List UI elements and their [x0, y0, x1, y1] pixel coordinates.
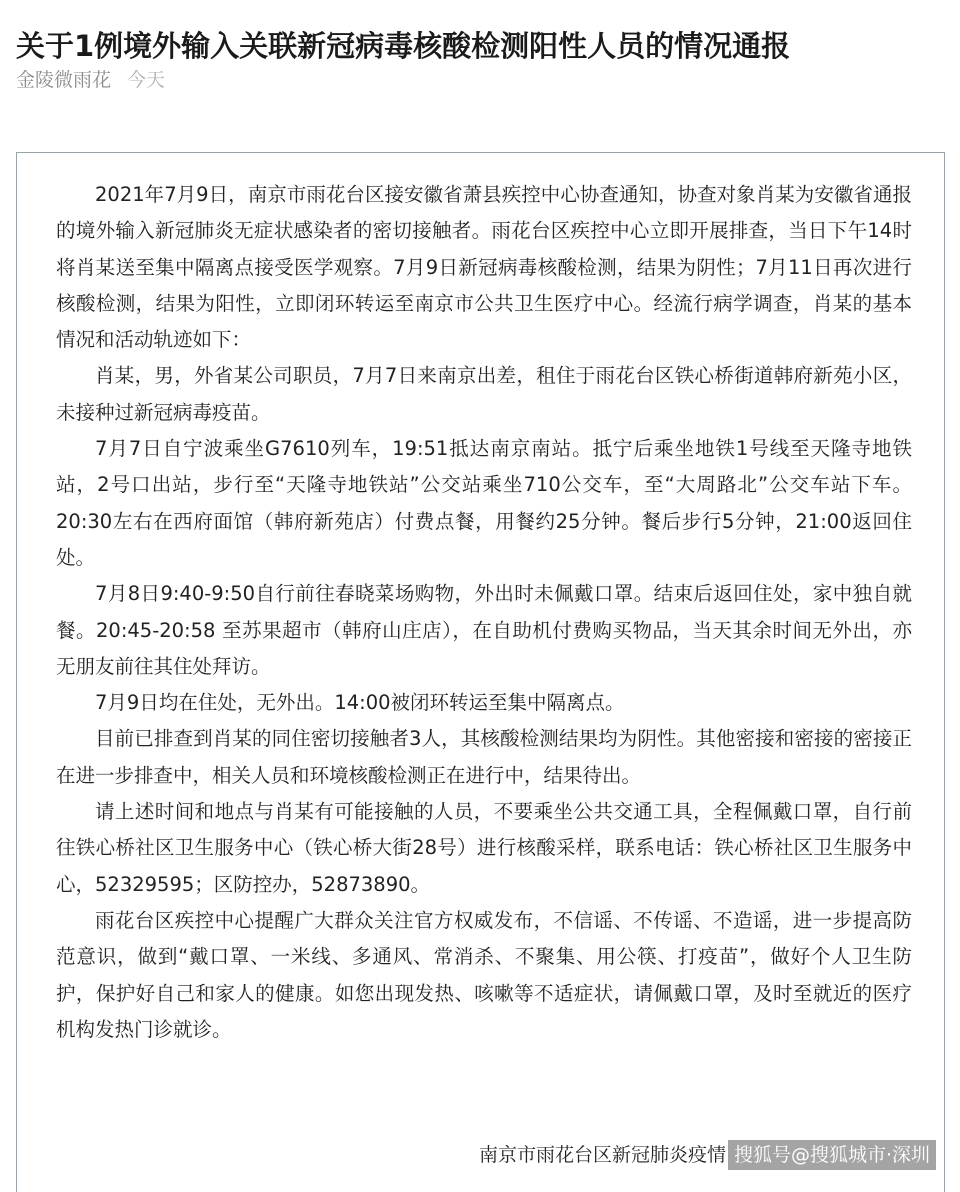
- notice-paragraph: 请上述时间和地点与肖某有可能接触的人员，不要乘坐公共交通工具，全程佩戴口罩，自行前往铁心桥社区卫生服务中心（铁心桥大街28号）进行核酸采样，联系电话：铁心桥社区卫生服务中心，52329595；区防控办，52873890。: [56, 800, 912, 896]
- notice-paragraph: 雨花台区疾控中心提醒广大群众关注官方权威发布，不信谣、不传谣、不造谣，进一步提高防范意识，做到“戴口罩、一米线、多通风、常消杀、不聚集、用公筷、打疫苗”，做好个人卫生防护，保护好自己和家人的健康。如您出现发热、咳嗽等不适症状，请佩戴口罩，及时至就近的医疗机构发热门诊就诊。: [56, 908, 912, 1041]
- notice-body: [56, 177, 912, 1048]
- notice-paragraph: 7月9日均在住处，无外出。14:00被闭环转运至集中隔离点。: [95, 691, 625, 715]
- notice-paragraph: 肖某，男，外省某公司职员，7月7日来南京出差，租住于雨花台区铁心桥街道韩府新苑小区，未接种过新冠病毒疫苗。: [56, 364, 912, 424]
- author-link[interactable]: 金陵微雨花: [16, 69, 112, 91]
- notice-paragraph: 2021年7月9日，南京市雨花台区接安徽省萧县疾控中心协查通知，协查对象肖某为安徽省通报的境外输入新冠肺炎无症状感染者的密切接触者。雨花台区疾控中心立即开展排查，当日下午14时将肖某送至集中隔离点接受医学观察。7月9日新冠病毒核酸检测，结果为阴性；7月11日再次进行核酸检测，结果为阳性，立即闭环转运至南京市公共卫生医疗中心。经流行病学调查，肖某的基本情况和活动轨迹如下：: [56, 183, 912, 352]
- notice-image: [16, 152, 945, 1192]
- article-title: 关于1例境外输入关联新冠病毒核酸检测阳性人员的情况通报: [16, 29, 791, 64]
- watermark: 搜狐号@搜狐城市·深圳: [728, 1140, 936, 1170]
- notice-footer: [0, 1140, 945, 1170]
- publish-time: 今天: [127, 69, 166, 91]
- notice-paragraph: 7月8日9:40-9:50自行前往春晓菜场购物，外出时未佩戴口罩。结束后返回住处，家中独自就餐。20:45-20:58 至苏果超市（韩府山庄店），在自助机付费购买物品，当天其余时间无外出，亦无朋友前往其住处拜访。: [56, 582, 912, 678]
- notice-paragraph: 目前已排查到肖某的同住密切接触者3人，其核酸检测结果均为阴性。其他密接和密接的密接正在进一步排查中，相关人员和环境核酸检测正在进行中，结果待出。: [56, 727, 912, 787]
- notice-source: 南京市雨花台区新冠肺炎疫情: [479, 1144, 727, 1166]
- notice-paragraph: 7月7日自宁波乘坐G7610列车，19:51抵达南京南站。抵宁后乘坐地铁1号线至天隆寺地铁站，2号口出站，步行至“天隆寺地铁站”公交站乘坐710公交车，至“大周路北”公交车站下车。20:30左右在西府面馆（韩府新苑店）付费点餐，用餐约25分钟。餐后步行5分钟，21:00返回住处。: [56, 437, 912, 569]
- article-meta: [16, 66, 165, 94]
